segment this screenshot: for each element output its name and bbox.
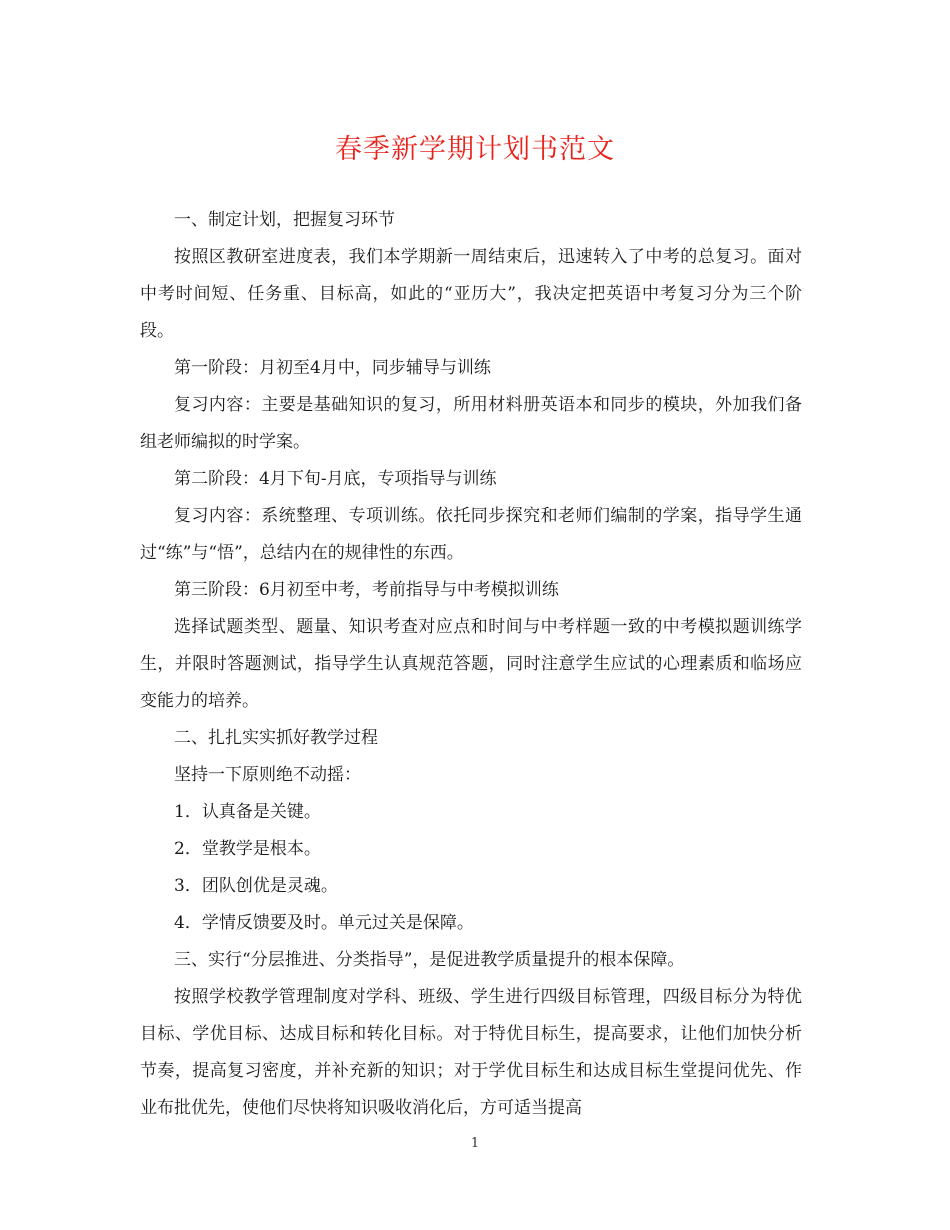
stage-heading-1: 第一阶段：月初至4月中，同步辅导与训练 xyxy=(174,358,491,378)
paragraph: 选择试题类型、题量、知识考查对应点和时间与中考样题一致的中考模拟题训练学生，并限时答题测试，指导学生认真规范答题，同时注意学生应试的心理素质和临场应变能力的培养。 xyxy=(140,617,802,711)
document-body xyxy=(140,202,802,1127)
list-item: 2．堂教学是根本。 xyxy=(174,839,321,859)
list-item: 4．学情反馈要及时。单元过关是保障。 xyxy=(174,913,474,933)
section-heading-2: 二、扎扎实实抓好教学过程 xyxy=(174,728,378,748)
stage-heading-3: 第三阶段：6月初至中考，考前指导与中考模拟训练 xyxy=(174,580,559,600)
stage-heading-2: 第二阶段：4月下旬-月底，专项指导与训练 xyxy=(174,469,497,489)
section-heading-1: 一、制定计划，把握复习环节 xyxy=(174,210,395,230)
paragraph: 按照学校教学管理制度对学科、班级、学生进行四级目标管理，四级目标分为特优目标、学优目标、达成目标和转化目标。对于特优目标生，提高要求，让他们加快分析节奏，提高复习密度，并补充新的知识；对于学优目标生和达成目标生堂提问优先、作业布批优先，使他们尽快将知识吸收消化后，方可适当提高 xyxy=(140,987,802,1118)
list-item: 3．团队创优是灵魂。 xyxy=(174,876,338,896)
paragraph: 坚持一下原则绝不动摇： xyxy=(174,765,361,785)
section-heading-3: 三、实行“分层推进、分类指导”，是促进教学质量提升的根本保障。 xyxy=(174,950,685,970)
paragraph: 复习内容：系统整理、专项训练。依托同步探究和老师们编制的学案，指导学生通过“练”与“悟”，总结内在的规律性的东西。 xyxy=(140,506,802,563)
page-number: 1 xyxy=(470,1136,480,1151)
list-item: 1．认真备是关键。 xyxy=(174,802,321,822)
paragraph: 复习内容：主要是基础知识的复习，所用材料册英语本和同步的模块，外加我们备组老师编拟的时学案。 xyxy=(140,395,802,452)
document-title: 春季新学期计划书范文 xyxy=(335,134,615,165)
paragraph: 按照区教研室进度表，我们本学期新一周结束后，迅速转入了中考的总复习。面对中考时间短、任务重、目标高，如此的“亚历大”，我决定把英语中考复习分为三个阶段。 xyxy=(140,247,802,341)
